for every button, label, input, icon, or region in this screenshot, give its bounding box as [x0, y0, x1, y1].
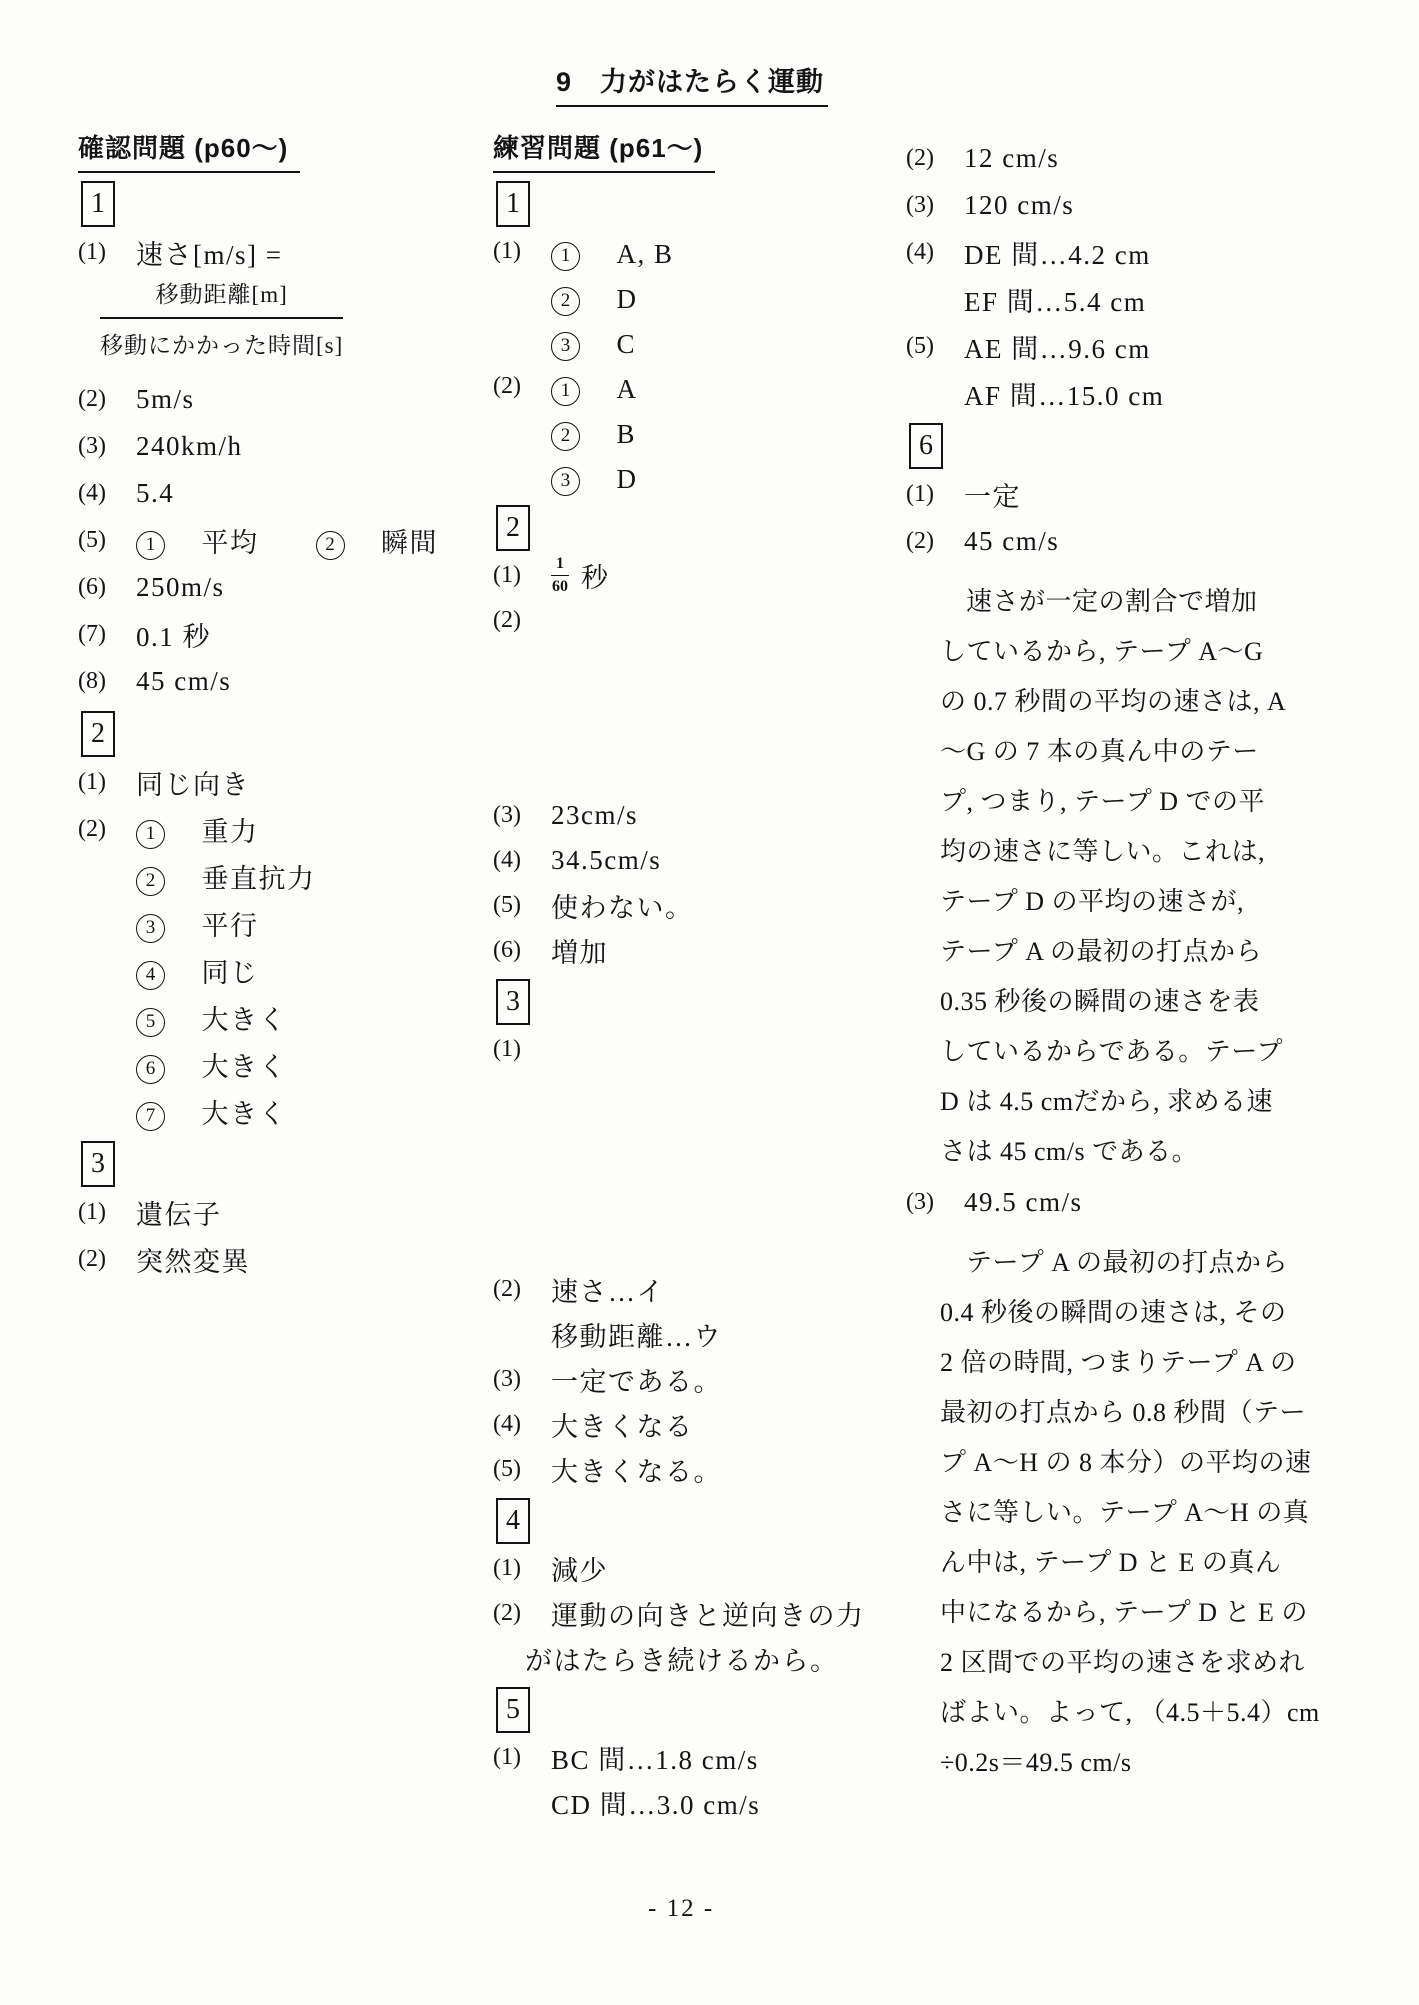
- item-text: 23cm/s: [551, 800, 638, 830]
- explanation-line: プ A～H の 8 本分）の平均の速: [940, 1448, 1312, 1477]
- explanation-line: 中になるから, テープ D と E の: [940, 1598, 1308, 1627]
- item-text: AE 間…9.6 cm: [964, 334, 1151, 364]
- answer-item: [493, 553, 823, 598]
- circled-number: 4: [136, 961, 165, 990]
- item-label: (1): [906, 481, 934, 507]
- item-text: 一定: [964, 482, 1021, 512]
- item-text: 5m/s: [136, 384, 195, 414]
- answer-item: [78, 947, 398, 994]
- answer-item: [78, 564, 398, 611]
- answer-item: [493, 229, 823, 274]
- answer-item: [493, 1735, 823, 1780]
- item-text: 6 大きく: [136, 1045, 287, 1084]
- item-text: 49.5 cm/s: [964, 1187, 1083, 1217]
- item-label: (5): [78, 527, 106, 553]
- item-text: 減少: [551, 1556, 608, 1586]
- answers-continued-body: [906, 135, 1336, 1788]
- item-text: 120 cm/s: [964, 190, 1075, 220]
- item-text: 大きくなる。: [551, 1457, 722, 1487]
- item-text: 1 重力: [136, 810, 259, 849]
- answer-item: [493, 1780, 823, 1825]
- circled-number: 1: [551, 242, 580, 271]
- answer-item: [493, 928, 823, 973]
- item-text: 1 A, B: [551, 232, 674, 271]
- answer-item: [78, 229, 398, 276]
- item-text: 0.1 秒: [136, 622, 211, 652]
- item-label: (3): [78, 433, 106, 459]
- answer-item: [493, 1402, 823, 1447]
- item-text: 3 平行: [136, 904, 259, 943]
- circled-number: 2: [316, 531, 345, 560]
- answer-item: [493, 364, 823, 409]
- formula-denominator: 移動にかかった時間[s]: [100, 333, 344, 358]
- answer-item: [78, 1236, 398, 1283]
- answer-item: [493, 274, 823, 319]
- explanation-line: ～G の 7 本の真ん中のテー: [940, 737, 1259, 766]
- item-label: (7): [78, 621, 106, 647]
- circled-number: 7: [136, 1102, 165, 1131]
- answer-item: [78, 1088, 398, 1135]
- explanation-line: 0.35 秒後の瞬間の速さを表: [940, 987, 1260, 1016]
- fraction-denominator: 60: [552, 578, 568, 595]
- answer-item: [906, 471, 1336, 518]
- explanation-line: D は 4.5 cmだから, 求める速: [940, 1087, 1274, 1116]
- confirm-problems-column: [78, 128, 438, 1283]
- item-text: 速さ…イ: [551, 1277, 665, 1307]
- item-label: (5): [493, 1456, 521, 1482]
- page-number: - 12 -: [648, 1895, 715, 1922]
- answer-item: [493, 1357, 823, 1402]
- item-text: 34.5cm/s: [551, 845, 662, 875]
- practice-problems-body: [493, 181, 865, 1825]
- confirm-problems-body: [78, 181, 438, 1283]
- answer-item: [78, 900, 398, 947]
- fraction-value: [551, 555, 569, 595]
- answer-item: [78, 853, 398, 900]
- circled-number: 3: [551, 332, 580, 361]
- explanation-line: さは 45 cm/s である。: [940, 1137, 1199, 1166]
- item-text: 1 A: [551, 367, 638, 406]
- explanation-line: 均の速さに等しい。これは,: [940, 837, 1266, 866]
- item-label: (1): [78, 239, 106, 265]
- item-text: 45 cm/s: [964, 526, 1060, 556]
- circled-number: 3: [136, 914, 165, 943]
- answer-item: [78, 994, 398, 1041]
- item-text: 7 大きく: [136, 1092, 287, 1131]
- question-number-box: 3: [81, 1141, 115, 1187]
- answer-item: [493, 1267, 823, 1312]
- item-text: 遺伝子: [136, 1200, 222, 1230]
- item-text: DE 間…4.2 cm: [964, 240, 1151, 270]
- answer-item: [493, 1591, 865, 1636]
- explanation-line: さに等しい。テープ A～H の真: [940, 1498, 1310, 1527]
- item-label: (1): [493, 562, 521, 588]
- explanation-line: 最初の打点から 0.8 秒間（テー: [940, 1398, 1307, 1427]
- answer-item: [78, 611, 398, 658]
- explanation-line: テープ D の平均の速さが,: [940, 887, 1244, 916]
- item-label: (1): [493, 1744, 521, 1770]
- answer-item: [493, 1312, 823, 1357]
- item-label: (3): [493, 1366, 521, 1392]
- explanation-paragraph: [940, 1238, 1336, 1788]
- circled-number: 6: [136, 1055, 165, 1084]
- explanation-line: 速さが一定の割合で増加: [966, 587, 1258, 616]
- answer-item: [906, 182, 1336, 229]
- answer-item: [906, 518, 1336, 565]
- explanation-line: 2 区間での平均の速さを求めれ: [940, 1648, 1306, 1677]
- item-label: (6): [493, 937, 521, 963]
- answer-item: [78, 423, 398, 470]
- item-text: 1 平均 2 瞬間: [136, 521, 438, 560]
- circled-number: 1: [136, 820, 165, 849]
- item-text: 2 D: [551, 277, 638, 316]
- answer-item: [906, 323, 1336, 370]
- answer-item: [78, 658, 398, 705]
- explanation-line: 2 倍の時間, つまりテープ A の: [940, 1348, 1297, 1377]
- question-number-box: 4: [496, 1498, 530, 1544]
- item-text: 5.4: [136, 478, 175, 508]
- item-text: がはたらき続けるから。: [525, 1646, 839, 1676]
- answer-item: [78, 517, 438, 564]
- answer-item: [493, 409, 823, 454]
- item-text: 同じ向き: [136, 770, 250, 800]
- explanation-line: プ, つまり, テープ D での平: [940, 787, 1265, 816]
- item-text: 増加: [551, 938, 608, 968]
- item-text: BC 間…1.8 cm/s: [551, 1745, 759, 1775]
- item-label: (2): [493, 1600, 521, 1626]
- explanation-line: ん中は, テープ D と E の真ん: [940, 1548, 1282, 1577]
- question-number-box: 1: [496, 181, 530, 227]
- item-text: 4 同じ: [136, 951, 259, 990]
- item-text: CD 間…3.0 cm/s: [551, 1790, 761, 1820]
- item-label: (2): [493, 1276, 521, 1302]
- confirm-problems-header: 確認問題 (p60～): [78, 128, 300, 173]
- answer-item: [78, 1189, 398, 1236]
- circled-number: 2: [551, 422, 580, 451]
- practice-problems-column: [493, 128, 865, 1825]
- item-label: (2): [493, 373, 521, 399]
- explanation-line: 0.4 秒後の瞬間の速さは, その: [940, 1298, 1287, 1327]
- item-text: 45 cm/s: [136, 666, 232, 696]
- fraction-numerator: 1: [551, 555, 569, 576]
- circled-number: 1: [551, 377, 580, 406]
- item-label: (1): [493, 1555, 521, 1581]
- circled-number: 3: [551, 467, 580, 496]
- answer-item: [78, 806, 398, 853]
- formula-lead: 速さ[m/s] =: [136, 240, 283, 270]
- question-number-box: 2: [496, 505, 530, 551]
- answer-item: [493, 598, 823, 643]
- answers-continued-column: [906, 135, 1336, 1790]
- item-label: (1): [493, 238, 521, 264]
- item-label: (1): [493, 1036, 521, 1062]
- explanation-paragraph: [940, 577, 1336, 1177]
- item-label: (6): [78, 574, 106, 600]
- answer-item: [493, 1546, 823, 1591]
- item-label: (8): [78, 668, 106, 694]
- item-label: (2): [493, 607, 521, 633]
- item-label: (4): [493, 1411, 521, 1437]
- explanation-line: しているからである。テープ: [940, 1037, 1283, 1066]
- item-text: 240km/h: [136, 431, 243, 461]
- page-title: 9 力がはたらく運動: [556, 60, 828, 107]
- answer-item: [493, 1636, 839, 1681]
- explanation-line: しているから, テープ A～G: [940, 637, 1264, 666]
- item-text: 5 大きく: [136, 998, 287, 1037]
- question-number-box: 1: [81, 181, 115, 227]
- item-label: (4): [906, 239, 934, 265]
- answer-item: [493, 883, 823, 928]
- explanation-line: テープ A の最初の打点から: [966, 1248, 1289, 1277]
- item-label: (3): [493, 802, 521, 828]
- circled-number: 2: [551, 287, 580, 316]
- item-text: 移動距離…ウ: [551, 1322, 722, 1352]
- answer-item: [78, 376, 398, 423]
- answer-item: [78, 470, 398, 517]
- explanation-line: の 0.7 秒間の平均の速さは, A: [940, 687, 1287, 716]
- answer-item: [493, 838, 823, 883]
- explanation-line: ばよい。よって, （4.5＋5.4）cm: [940, 1698, 1320, 1727]
- answer-item: [906, 229, 1336, 276]
- answer-item: [78, 759, 398, 806]
- practice-problems-header: 練習問題 (p61～): [493, 128, 715, 173]
- item-label: (2): [78, 816, 106, 842]
- item-label: (2): [78, 386, 106, 412]
- question-number-box: 6: [909, 423, 943, 469]
- answer-item: [493, 793, 823, 838]
- explanation-line: ÷0.2s＝49.5 cm/s: [940, 1748, 1132, 1777]
- answer-item: [906, 276, 1336, 323]
- answer-item: [493, 1027, 823, 1072]
- item-label: (1): [78, 769, 106, 795]
- item-label: (4): [493, 847, 521, 873]
- item-text: 突然変異: [136, 1247, 250, 1277]
- item-label: (2): [906, 528, 934, 554]
- item-text: 大きくなる: [551, 1412, 694, 1442]
- item-text: 3 D: [551, 457, 638, 496]
- question-number-box: 3: [496, 979, 530, 1025]
- answer-item: [493, 454, 823, 499]
- item-label: (2): [78, 1246, 106, 1272]
- circled-number: 5: [136, 1008, 165, 1037]
- item-text: 2 垂直抗力: [136, 857, 316, 896]
- answer-item: [493, 319, 823, 364]
- answer-item: [906, 1179, 1336, 1226]
- item-text: 3 C: [551, 322, 636, 361]
- explanation-line: テープ A の最初の打点から: [940, 937, 1263, 966]
- item-text: 運動の向きと逆向きの力: [551, 1601, 865, 1631]
- item-text: 2 B: [551, 412, 636, 451]
- answer-item: [493, 1447, 823, 1492]
- speed-formula-fraction: [100, 276, 343, 360]
- question-number-box: 2: [81, 711, 115, 757]
- item-text: 12 cm/s: [964, 143, 1060, 173]
- item-text: EF 間…5.4 cm: [964, 287, 1147, 317]
- item-text: 250m/s: [136, 572, 225, 602]
- item-label: (1): [78, 1199, 106, 1225]
- answer-item: [78, 1041, 398, 1088]
- item-label: (2): [906, 145, 934, 171]
- item-label: (3): [906, 1189, 934, 1215]
- item-label: (3): [906, 192, 934, 218]
- item-text: 使わない。: [551, 893, 694, 923]
- item-text: AF 間…15.0 cm: [964, 381, 1165, 411]
- circled-number: 1: [136, 531, 165, 560]
- item-label: (5): [906, 333, 934, 359]
- question-number-box: 5: [496, 1687, 530, 1733]
- fraction-unit: 秒: [581, 563, 610, 593]
- item-text: 一定である。: [551, 1367, 722, 1397]
- circled-number: 2: [136, 867, 165, 896]
- answer-item: [906, 370, 1336, 417]
- item-label: (4): [78, 480, 106, 506]
- item-label: (5): [493, 892, 521, 918]
- answer-item: [906, 135, 1336, 182]
- formula-numerator: 移動距離[m]: [100, 276, 343, 319]
